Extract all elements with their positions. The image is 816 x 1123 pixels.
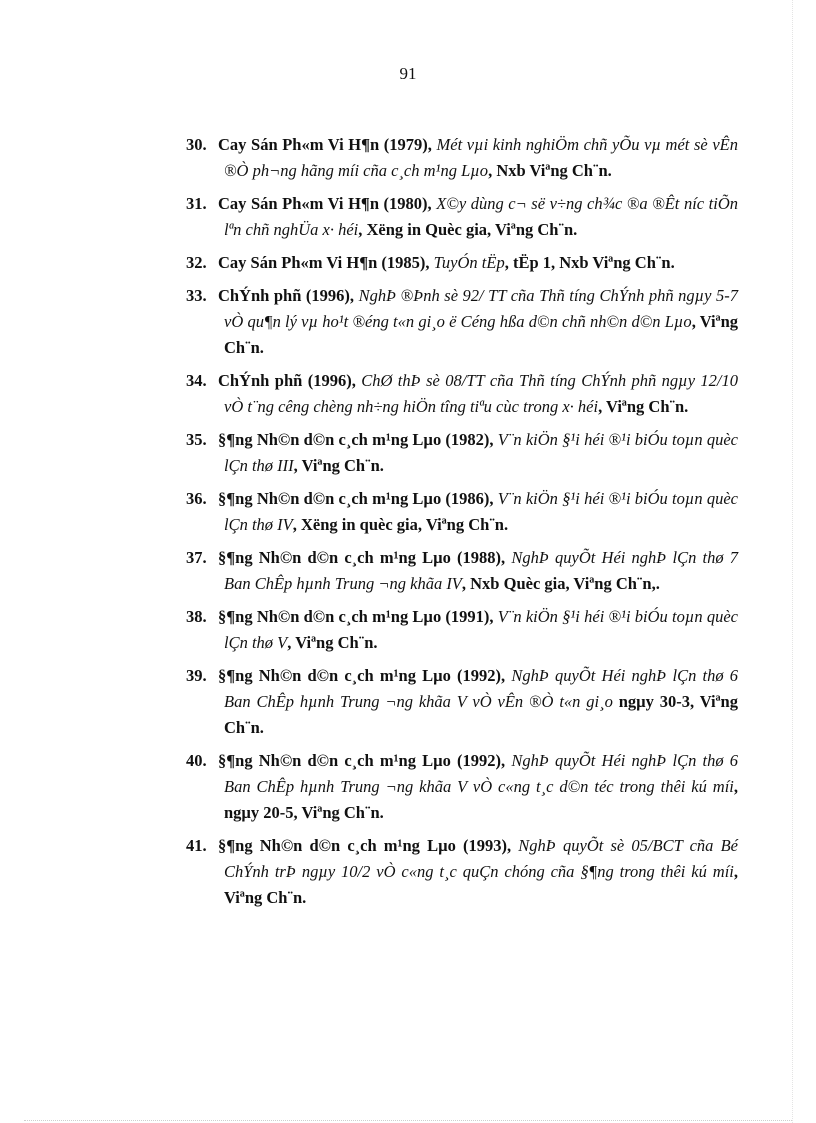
page-bottom-divider [24,1120,792,1121]
reference-author: §¶ng Nh©n d©n c¸ch m¹ng Lµo (1992), [218,666,506,685]
reference-number: 32. [186,253,207,272]
reference-title: NghÞ ®Þnh sè 92/ TT cña Thñ tíng ChÝnh phñ ngµy 5-7 vÒ qu¶n lý vµ ho¹t ®éng t«n gi¸o ë Céng hßa d©n chñ nh©n d©n Lµo [224,286,738,331]
reference-title: NghÞ quyÕt Héi nghÞ lÇn thø 6 Ban ChÊp hµnh Trung ¬ng khãa V vÒ c«ng t¸c d©n téc trong thêi kú míi [224,751,739,796]
reference-publisher: ngµy 30-3, Viªng Ch¨n. [224,692,738,737]
reference-item [154,427,738,479]
reference-author: §¶ng Nh©n d©n c¸ch m¹ng Lµo (1992), [218,751,506,770]
reference-publisher: , Viªng Ch¨n. [224,312,738,357]
reference-number: 35. [186,430,207,449]
reference-publisher: , Viªng Ch¨n. [287,633,378,652]
reference-number: 34. [186,371,207,390]
reference-item [154,250,738,276]
reference-publisher: , Nxb Quèc gia, Viªng Ch¨n,. [461,574,660,593]
reference-list [154,132,738,911]
reference-publisher: , tËp 1, Nxb Viªng Ch¨n. [504,253,675,272]
reference-number: 39. [186,666,207,685]
reference-title: ChØ thÞ sè 08/TT cña Thñ tíng ChÝnh phñ ngµy 12/10 vÒ t¨ng cêng chèng nh÷ng hiÖn tîng tiªu cùc trong x· héi [224,371,739,416]
reference-publisher: , Xëng in Quèc gia, Viªng Ch¨n. [358,220,578,239]
reference-author: §¶ng Nh©n d©n c¸ch m¹ng Lµo (1986), [218,489,494,508]
reference-publisher: , Xëng in quèc gia, Viªng Ch¨n. [292,515,509,534]
reference-number: 41. [186,836,207,855]
reference-number: 33. [186,286,207,305]
reference-title: V¨n kiÖn §¹i héi ®¹i biÓu toµn quèc lÇn thø IV [224,489,738,534]
page-number: 91 [399,64,417,83]
reference-publisher: , Nxb Viªng Ch¨n. [488,161,612,180]
reference-item [154,833,738,911]
reference-item [154,545,738,597]
reference-number: 40. [186,751,207,770]
reference-title: NghÞ quyÕt Héi nghÞ lÇn thø 7 Ban ChÊp hµnh Trung ¬ng khãa IV [224,548,739,593]
reference-author: Cay Sán Ph«m Vi H¶n (1979), [218,135,432,154]
reference-author: Cay Sán Ph«m Vi H¶n (1985), [218,253,430,272]
reference-item [154,191,738,243]
reference-author: §¶ng Nh©n d©n c¸ch m¹ng Lµo (1991), [218,607,494,626]
reference-title: NghÞ quyÕt Héi nghÞ lÇn thø 6 Ban ChÊp hµnh Trung ¬ng khãa V vÒ vÊn ®Ò t«n gi¸o [224,666,739,711]
reference-item [154,663,738,741]
reference-number: 30. [186,135,207,154]
reference-title: NghÞ quyÕt sè 05/BCT cña Bé ChÝnh trÞ ngµy 10/2 vÒ c«ng t¸c quÇn chóng cña §¶ng trong thêi kú míi [224,836,738,881]
reference-publisher: , Viªng Ch¨n. [293,456,384,475]
reference-title: X©y dùng c¬ së v÷ng ch¾c ®a ®Êt níc tiÕn lªn chñ nghÜa x· héi [224,194,738,239]
reference-title: Mét vµi kinh nghiÖm chñ yÕu vµ mét sè vÊn ®Ò ph¬ng hãng míi cña c¸ch m¹ng Lµo [224,135,738,180]
reference-title: V¨n kiÖn §¹i héi ®¹i biÓu toµn quèc lÇn thø III [224,430,738,475]
reference-number: 38. [186,607,207,626]
reference-item [154,748,738,826]
reference-author: Cay Sán Ph«m Vi H¶n (1980), [218,194,432,213]
reference-item [154,283,738,361]
reference-author: ChÝnh phñ (1996), [218,371,356,390]
reference-number: 36. [186,489,207,508]
reference-title: TuyÓn tËp [433,253,505,272]
reference-author: §¶ng Nh©n d©n c¸ch m¹ng Lµo (1993), [218,836,512,855]
reference-number: 37. [186,548,207,567]
reference-number: 31. [186,194,207,213]
reference-author: ChÝnh phñ (1996), [218,286,355,305]
reference-author: §¶ng Nh©n d©n c¸ch m¹ng Lµo (1988), [218,548,506,567]
reference-item [154,368,738,420]
reference-publisher: , ngµy 20-5, Viªng Ch¨n. [224,777,738,822]
reference-item [154,604,738,656]
reference-item [154,132,738,184]
reference-publisher: , Viªng Ch¨n. [598,397,689,416]
reference-item [154,486,738,538]
reference-publisher: , Viªng Ch¨n. [224,862,738,907]
reference-title: V¨n kiÖn §¹i héi ®¹i biÓu toµn quèc lÇn thø V [224,607,738,652]
reference-author: §¶ng Nh©n d©n c¸ch m¹ng Lµo (1982), [218,430,494,449]
page-edge-divider [792,0,793,1123]
